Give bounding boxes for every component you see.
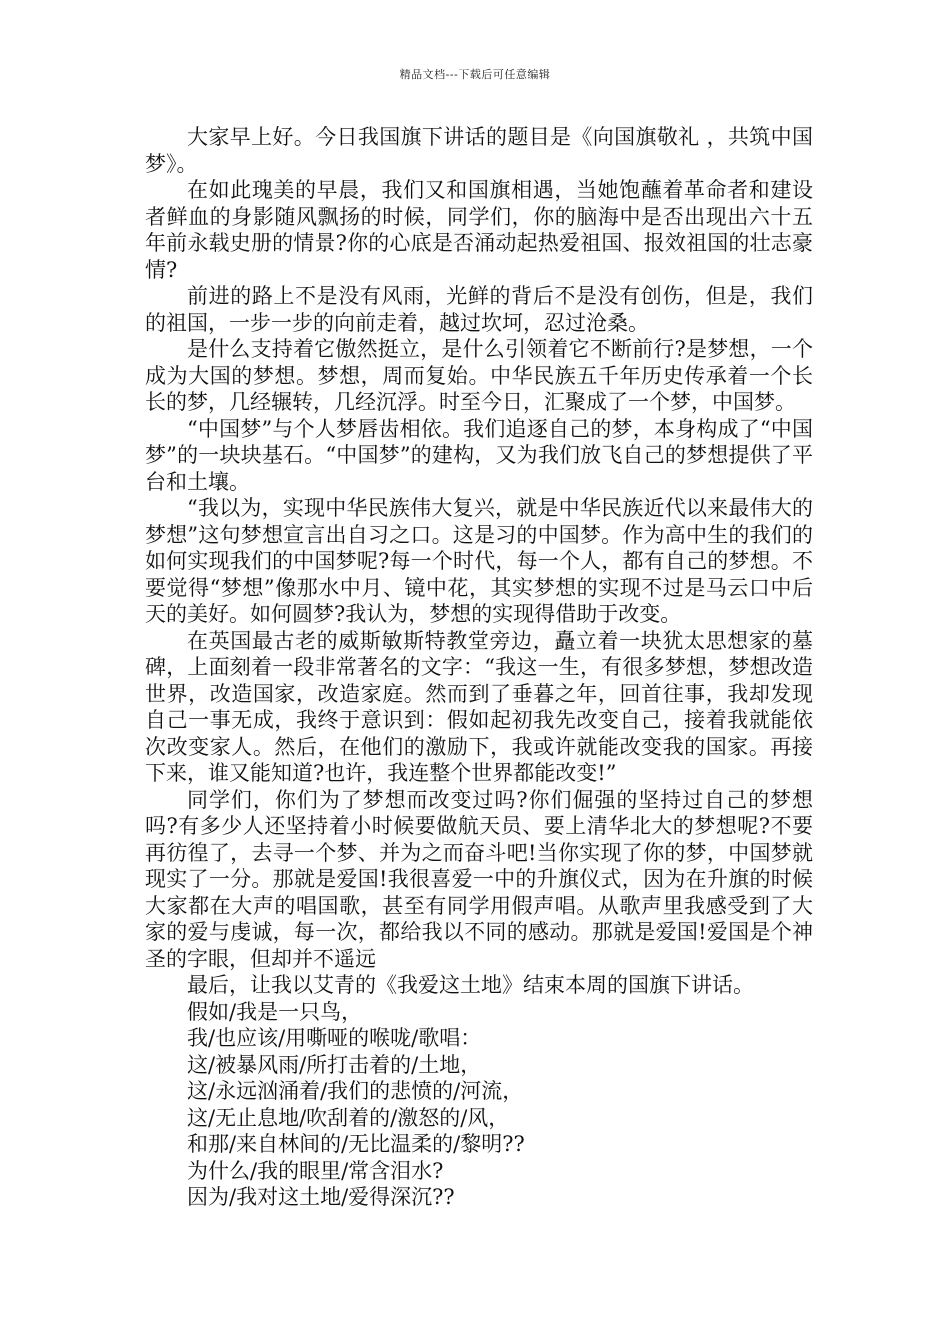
- paragraph: 最后，让我以艾青的《我爱这土地》结束本周的国旗下讲话。: [187, 973, 754, 997]
- poem: [145, 999, 813, 1211]
- poem-line: 这/被暴风雨/所打击着的/土地，: [187, 1052, 482, 1077]
- paragraph: “中国梦”与个人梦唇齿相依。我们追逐自己的梦，本身构成了“中国梦”的一块块基石。“中国梦”的建构，又为我们放飞自己的梦想提供了平台和土壤。: [145, 416, 813, 494]
- poem-line: 这/永远汹涌着/我们的悲愤的/河流，: [187, 1079, 524, 1103]
- poem-line: 假如/我是一只鸟，: [187, 999, 363, 1024]
- paragraph: 在英国最古老的威斯敏斯特教堂旁边，矗立着一块犹太思想家的墓碑，上面刻着一段非常著名的文字：“我这一生，有很多梦想，梦想改造世界，改造国家，改造家庭。然而到了垂暮之年，回首往事，我却发现自己一事无成，我终于意识到：假如起初我先改变自己，接着我就能依次改变家人。然后，在他们的激励下，我或许就能改变我的国家。再接下来，谁又能知道?也许，我连整个世界都能改变!”: [145, 628, 813, 785]
- poem-line: 和那/来自林间的/无比温柔的/黎明??: [187, 1132, 525, 1156]
- poem-line: 因为/我对这土地/爱得深沉??: [187, 1185, 455, 1209]
- speech-body: [145, 124, 813, 1211]
- paragraph: 是什么支持着它傲然挺立，是什么引领着它不断前行?是梦想，一个成为大国的梦想。梦想，周而复始。中华民族五千年历史传承着一个长长的梦，几经辗转，几经沉浮。时至今日，汇聚成了一个梦，中国梦。: [145, 337, 813, 414]
- paragraph: 在如此瑰美的早晨，我们又和国旗相遇，当她饱蘸着革命者和建设者鲜血的身影随风飘扬的时候，同学们，你的脑海中是否出现出六十五年前永载史册的情景?你的心底是否涌动起热爱祖国、报效祖国的壮志豪情?: [145, 178, 813, 282]
- page-header: 精品文档---下载后可任意编辑: [399, 68, 551, 81]
- poem-line: 为什么/我的眼里/常含泪水?: [187, 1158, 444, 1183]
- poem-line: 我/也应该/用嘶哑的喉咙/歌唱：: [187, 1026, 482, 1050]
- paragraph: 同学们，你们为了梦想而改变过吗?你们倔强的坚持过自己的梦想吗?有多少人还坚持着小时候要做航天员、要上清华北大的梦想呢?不要再彷徨了，去寻一个梦、并为之而奋斗吧!当你实现了你的梦，中国梦就现实了一分。那就是爱国!我很喜爱一中的升旗仪式，因为在升旗的时候大家都在大声的唱国歌，甚至有同学用假声唱。从歌声里我感受到了大家的爱与虔诚，每一次，都给我以不同的感动。那就是爱国!爱国是个神圣的字眼，但却并不遥远: [145, 787, 813, 971]
- poem-line: 这/无止息地/吹刮着的/激怒的/风，: [187, 1105, 510, 1130]
- paragraph: 前进的路上不是没有风雨，光鲜的背后不是没有创伤，但是，我们的祖国，一步一步的向前走着，越过坎坷，忍过沧桑。: [145, 284, 813, 335]
- paragraph: “我以为，实现中华民族伟大复兴，就是中华民族近代以来最伟大的梦想”这句梦想宣言出自习之口。这是习的中国梦。作为高中生的我们的如何实现我们的中国梦呢?每一个时代，每一个人，都有自己的梦想。不要觉得“梦想”像那水中月、镜中花，其实梦想的实现不过是马云口中后天的美好。如何圆梦?我认为，梦想的实现得借助于改变。: [145, 496, 813, 626]
- paragraph: 大家早上好。今日我国旗下讲话的题目是《向国旗敬礼 ，共筑中国梦》。: [145, 125, 813, 176]
